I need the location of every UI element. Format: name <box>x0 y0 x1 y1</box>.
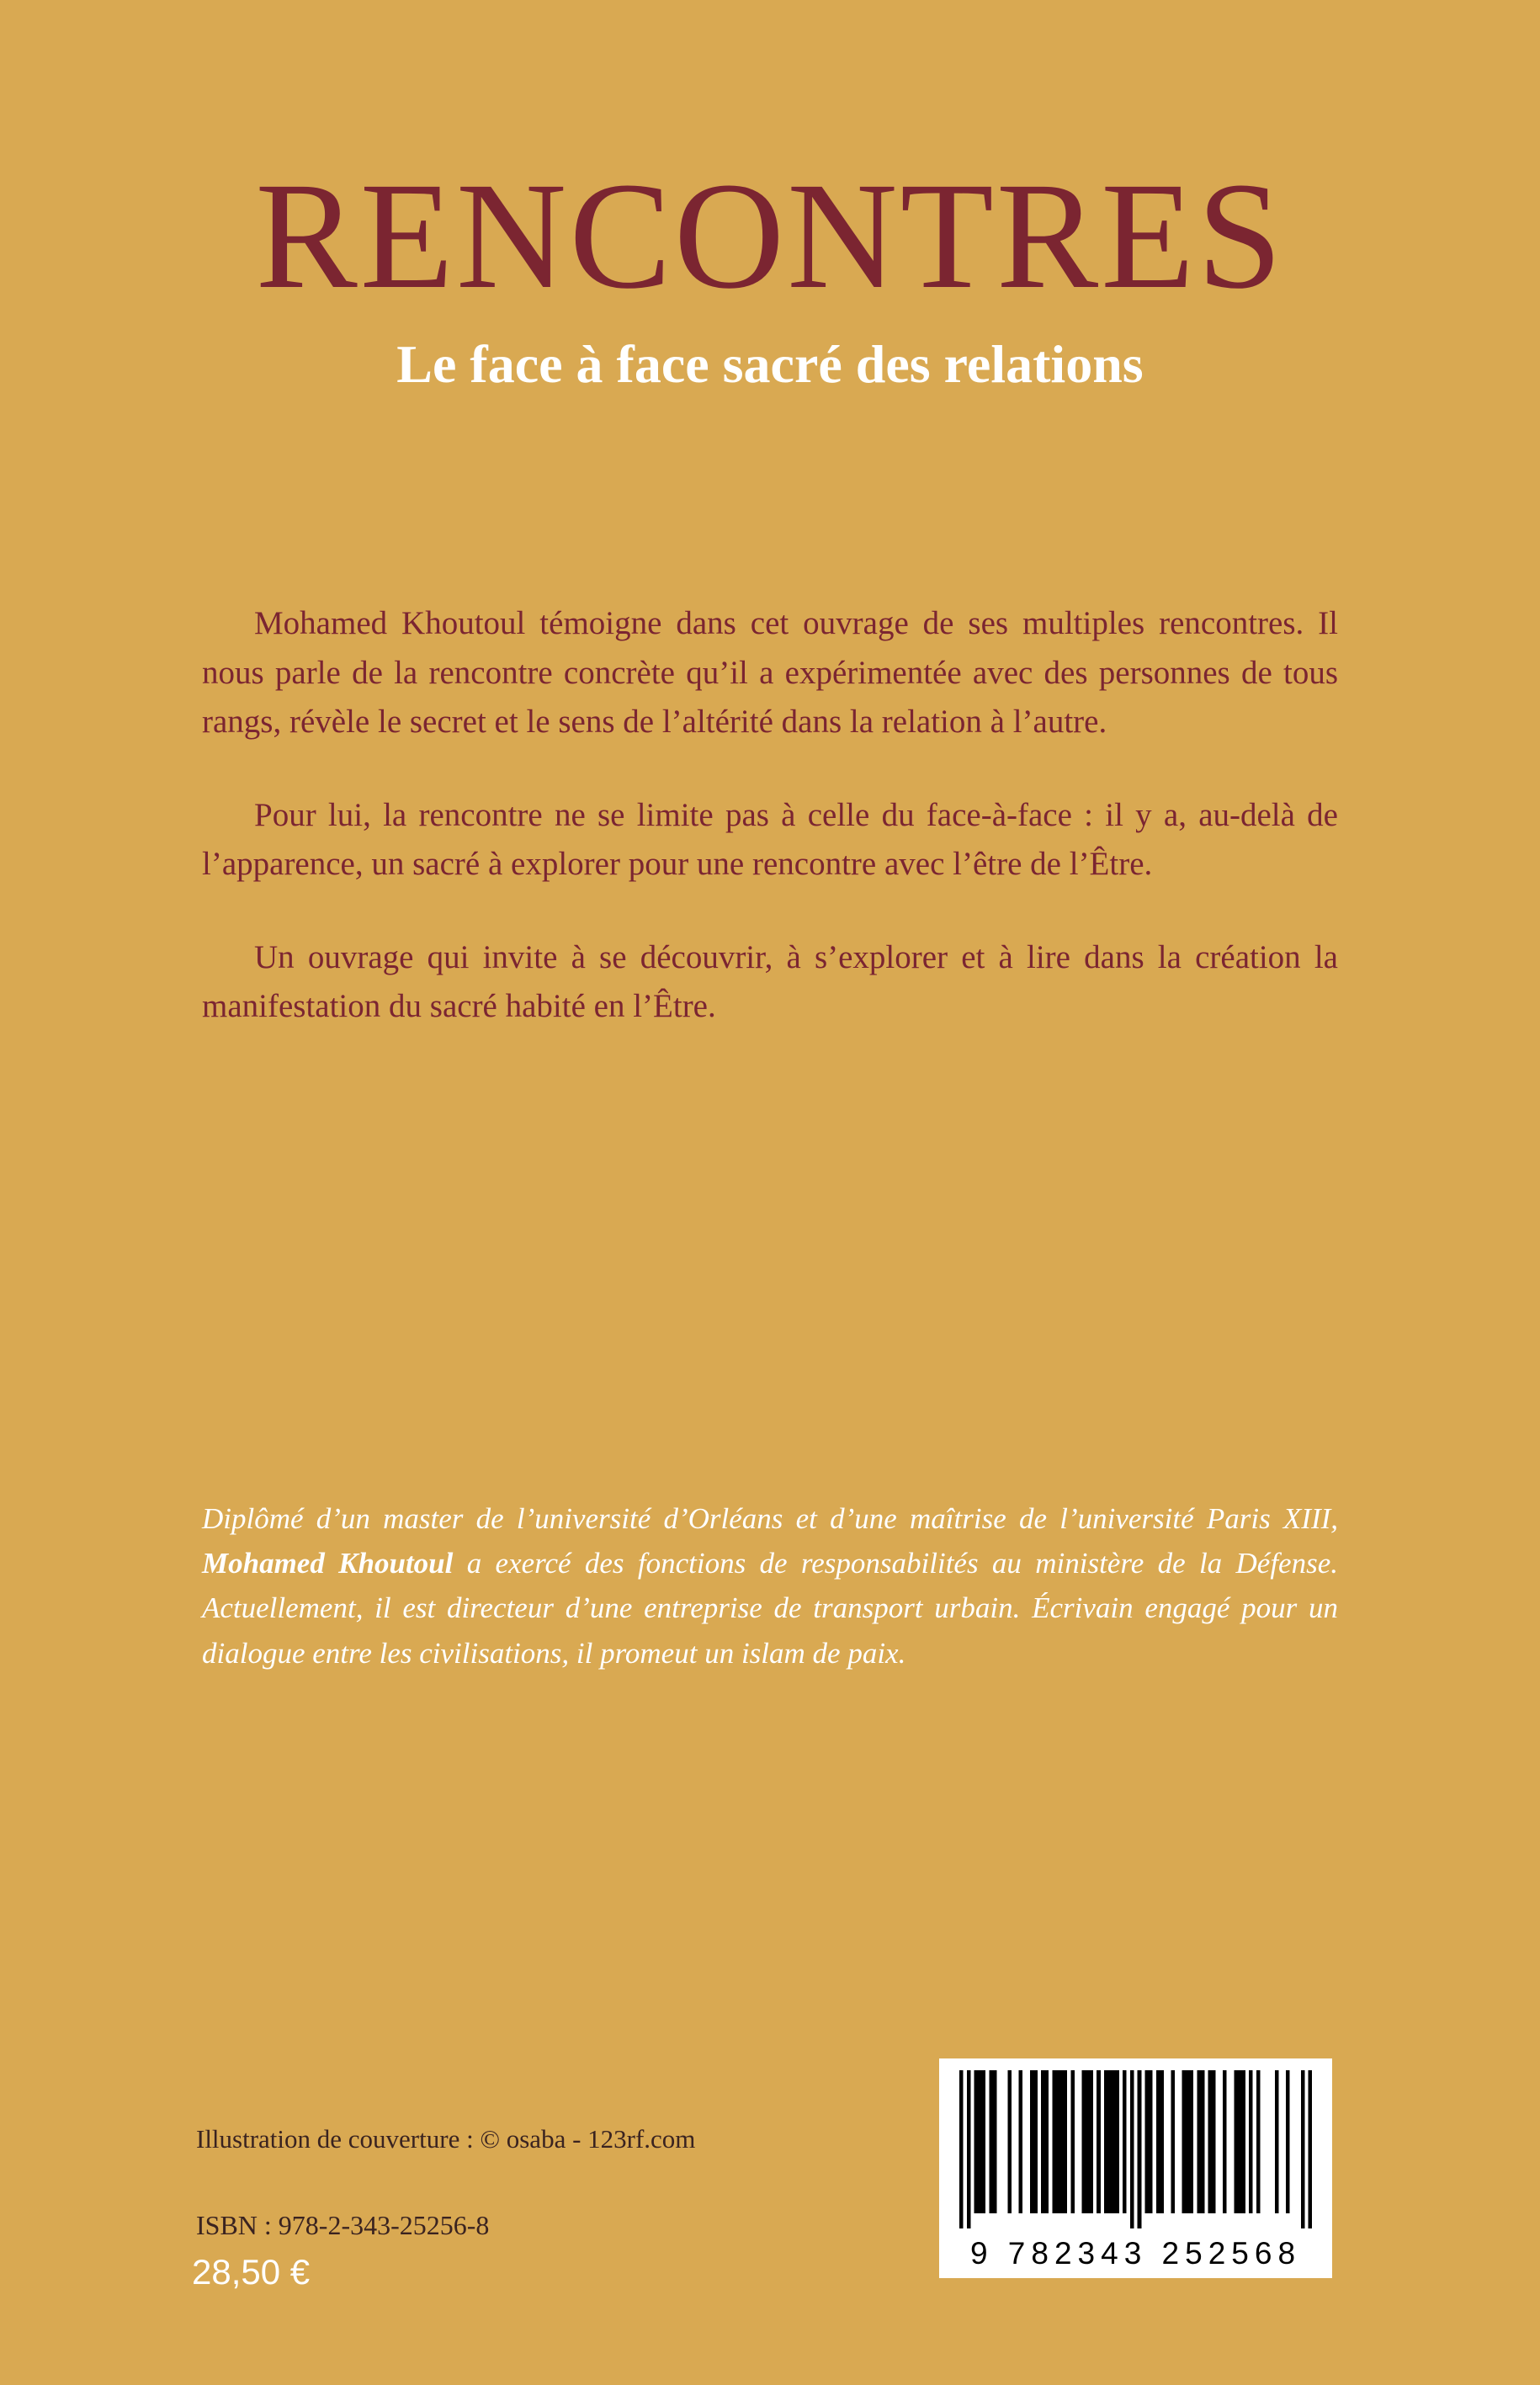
author-bio-text: Diplômé d’un master de l’université d’Orléans et d’une maîtrise de l’université Paris XIII, <box>202 1502 1338 1535</box>
book-title: RENCONTRES <box>255 151 1285 321</box>
price-text: 28,50 € <box>192 2252 311 2292</box>
synopsis <box>202 599 1338 1076</box>
author-name: Mohamed Khoutoul <box>202 1547 454 1580</box>
author-bio-text: a exercé des fonctions de responsabilités au ministère de la Défense. Actuellement, il est directeur d’une entreprise de transport urbain. Écrivain engagé pour un dialogue entre les civilisations, il promeut un islam de paix. <box>202 1547 1338 1670</box>
barcode <box>939 2058 1332 2278</box>
author-bio <box>202 1496 1338 1676</box>
barcode-digits: 9 782343 252568 <box>969 2236 1302 2271</box>
synopsis-paragraph: Mohamed Khoutoul témoigne dans cet ouvrage de ses multiples rencontres. Il nous parle de la rencontre concrète qu’il a expérimentée avec des personnes de tous rangs, révèle le secret et le sens de l’altérité dans la relation à l’autre. <box>202 605 1338 740</box>
cover-illustration-credit: Illustration de couverture : © osaba - 123rf.com <box>196 2124 696 2154</box>
isbn-text: ISBN : 978-2-343-25256-8 <box>196 2210 490 2240</box>
synopsis-paragraph: Pour lui, la rencontre ne se limite pas à celle du face-à-face : il y a, au-delà de l’apparence, un sacré à explorer pour une rencontre avec l’être de l’Être. <box>202 796 1338 882</box>
synopsis-paragraph: Un ouvrage qui invite à se découvrir, à s’explorer et à lire dans la création la manifestation du sacré habité en l’Être. <box>202 938 1338 1024</box>
book-subtitle: Le face à face sacré des relations <box>396 334 1144 394</box>
barcode-image <box>959 2070 1312 2228</box>
